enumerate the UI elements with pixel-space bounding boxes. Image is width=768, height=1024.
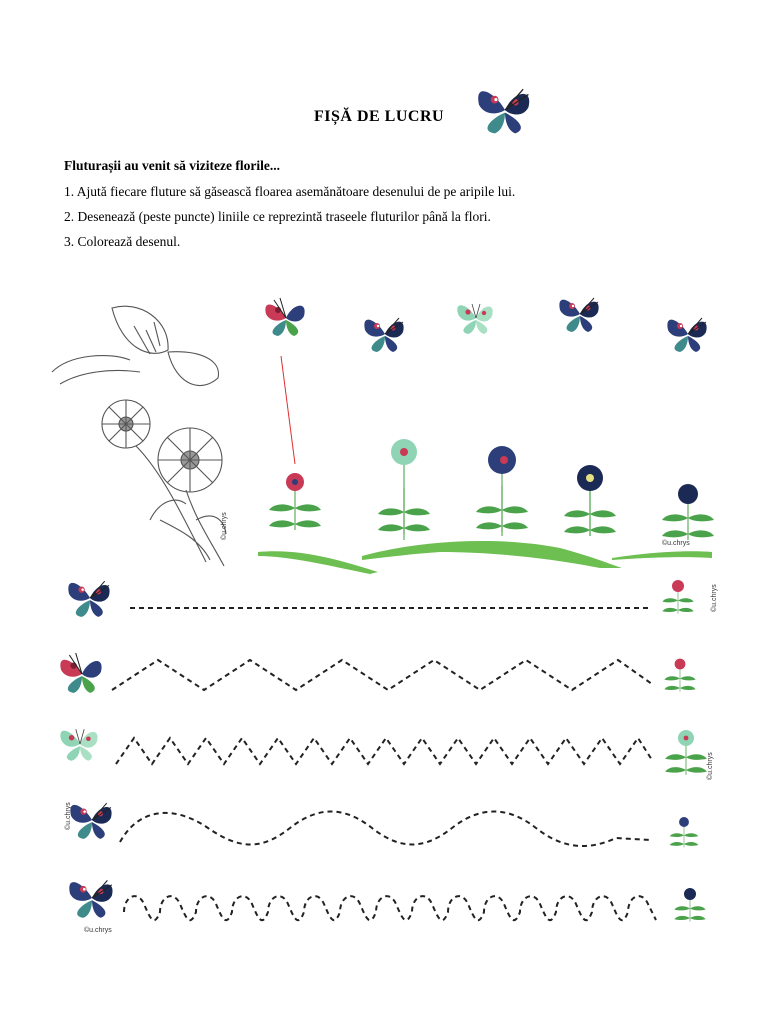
trace-wave [120, 812, 650, 847]
guide-line [281, 356, 295, 464]
task-2: 2. Desenează (peste puncte) liniile ce reprezintă traseele fluturilor până la flori. [64, 209, 491, 224]
butterfly-icon [457, 304, 492, 334]
flower-icon [662, 580, 693, 614]
watermark: ©u.chrys [65, 802, 72, 830]
task-3: 3. Colorează desenul. [64, 234, 181, 249]
butterfly-icon [60, 729, 97, 761]
intro-text: Fluturașii au venit să viziteze florile... [64, 158, 280, 173]
flower-icon [662, 484, 714, 540]
flower-icon [269, 473, 321, 530]
flower-icon [670, 817, 699, 847]
grass [612, 551, 712, 560]
flower-icon [665, 730, 707, 775]
butterfly-icon [559, 298, 598, 332]
butterfly-icon [667, 318, 706, 352]
flower-icon [674, 888, 705, 922]
flower-icon [476, 446, 528, 536]
watermark: ©u.chrys [711, 584, 718, 612]
butterfly-icon [68, 581, 109, 617]
trace-zigzag-wide [112, 660, 652, 690]
butterfly-icon [70, 803, 111, 839]
butterfly-icon [60, 653, 101, 693]
flower-icon [378, 439, 430, 540]
butterfly-icon [265, 298, 304, 336]
trace-zigzag-narrow [116, 738, 652, 764]
watermark: ©u.chrys [84, 927, 112, 934]
daisy-sketch [52, 306, 226, 566]
grass [258, 551, 378, 574]
flower-icon [664, 659, 695, 692]
grass [362, 541, 622, 568]
watermark: ©u.chrys [221, 512, 228, 540]
trace-loops [124, 896, 656, 920]
watermark: ©u.chrys [707, 752, 714, 780]
watermark: ©u.chrys [662, 540, 690, 547]
worksheet-title: FIȘĂ DE LUCRU [314, 108, 445, 125]
task-1: 1. Ajută fiecare fluture să găsească floarea asemănătoare desenului de pe aripile lui. [64, 184, 516, 199]
flower-icon [564, 465, 616, 536]
butterfly-icon [478, 89, 529, 133]
butterfly-icon [69, 880, 112, 917]
butterfly-icon [364, 318, 403, 352]
